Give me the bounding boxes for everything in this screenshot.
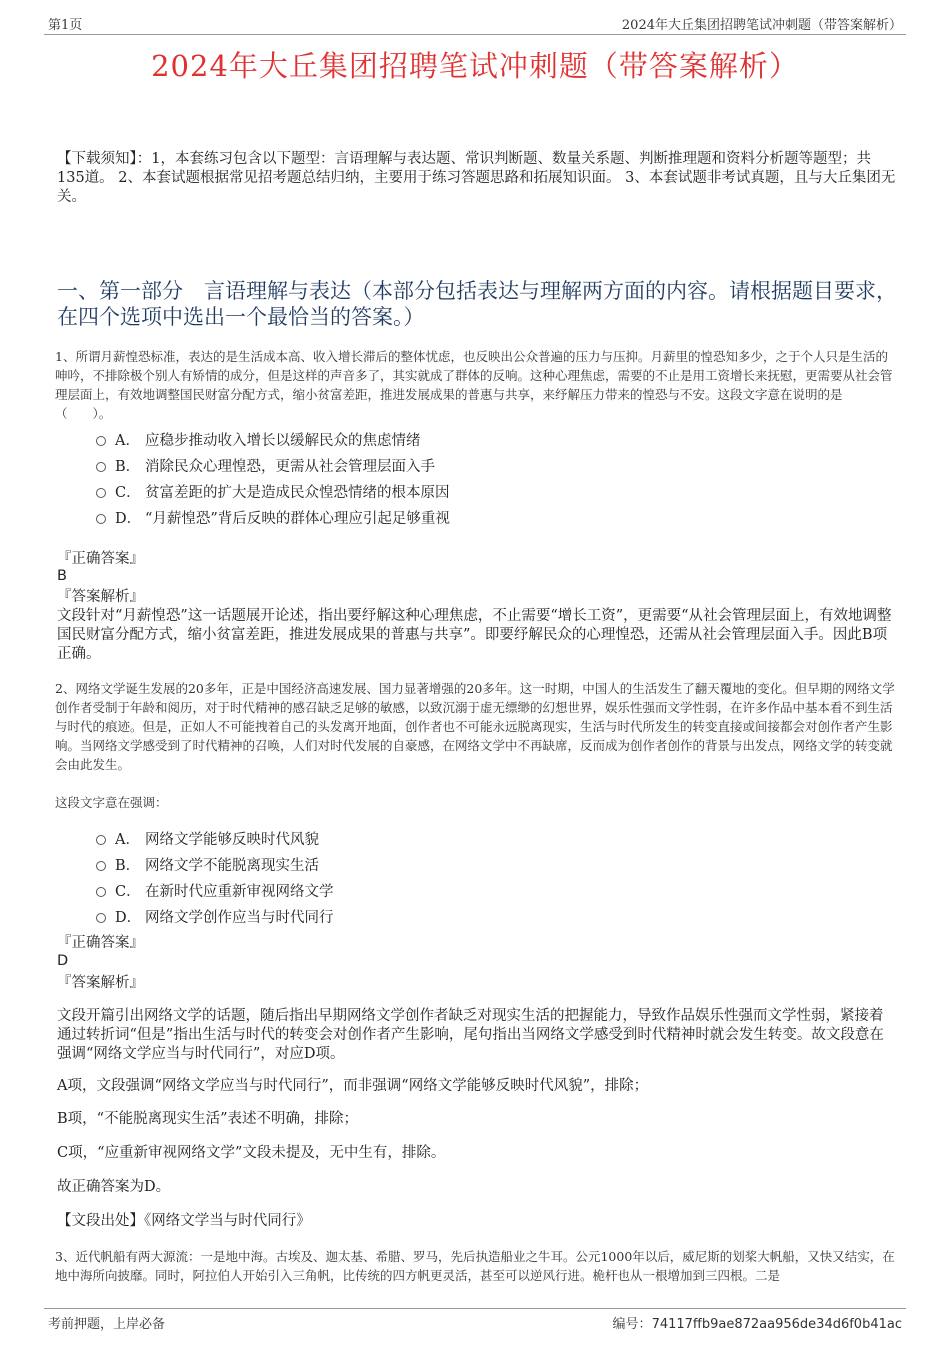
question-2-note-a: A项，文段强调“网络文学应当与时代同行”，而非强调“网络文学能够反映时代风貌”，排除； (57, 1078, 649, 1094)
radio-icon[interactable] (96, 514, 106, 524)
radio-icon[interactable] (96, 861, 106, 871)
question-2-option-a[interactable]: A． 网络文学能够反映时代风貌 (96, 825, 796, 851)
question-1-options (96, 426, 796, 530)
question-2-prompt: 这段文字意在强调： (55, 795, 168, 810)
question-2-source: 【文段出处】《网络文学当与时代同行》 (57, 1213, 311, 1229)
question-2-options (96, 825, 796, 929)
footer-code-value: 74117ffb9ae872aa956de34d6f0b41ac (651, 1317, 902, 1332)
question-1-answer: B (57, 568, 67, 584)
radio-icon[interactable] (96, 488, 106, 498)
download-notice: 【下载须知】：1，本套练习包含以下题型：言语理解与表达题、常识判断题、数量关系题、判断推理题和资料分析题等题型；共135道。 2、本套试题根据常见招考题总结归纳，主要用于练习答题思路和拓展知识面。 3、本套试题非考试真题，且与大丘集团无关。 (57, 151, 896, 205)
radio-icon[interactable] (96, 436, 106, 446)
question-2-option-b[interactable]: B． 网络文学不能脱离现实生活 (96, 851, 796, 877)
question-1-option-a[interactable]: A． 应稳步推动收入增长以缓解民众的焦虑情绪 (96, 426, 796, 452)
question-2-note-c: C项，“应重新审视网络文学”文段未提及，无中生有，排除。 (57, 1145, 446, 1161)
footer-divider (44, 1308, 906, 1309)
page-title: 2024年大丘集团招聘笔试冲刺题（带答案解析） (151, 49, 799, 83)
question-3-text: 3、近代帆船有两大源流：一是地中海。古埃及、迦太基、希腊、罗马，先后执造船业之牛耳。公元1000年以后，威尼斯的划桨大帆船，又快又结实，在地中海所向披靡。同时，阿拉伯人开始引入三角帆，比传统的四方帆更灵活，甚至可以逆风行进。桅杆也从一根增加到三四根。二是 (55, 1249, 895, 1283)
radio-icon[interactable] (96, 887, 106, 897)
radio-icon[interactable] (96, 835, 106, 845)
question-1-text: 1、所谓月薪惶恐标准，表达的是生活成本高、收入增长滞后的整体忧虑，也反映出公众普遍的压力与压抑。月薪里的惶恐知多少，之于个人只是生活的呻吟，不排除极个别人有矫情的成分，但是这样的声音多了，其实就成了群体的反响。这种心理焦虑，需要的不止是用工资增长来抚慰，更需要从社会管理层面上，有效地调整国民财富分配方式，缩小贫富差距，推进发展成果的普惠与共享，来纾解压力带来的惶恐与不安。这段文字意在说明的是（ ）。 (55, 349, 893, 421)
question-2-analysis: 文段开篇引出网络文学的话题，随后指出早期网络文学创作者缺乏对现实生活的把握能力，导致作品娱乐性强而文学性弱，紧接着通过转折词“但是”指出生活与时代的转变会对创作者产生影响，尾句指出当网络文学感受到时代精神时就会发生转变。故文段意在强调“网络文学应当与时代同行”，对应D项。 (57, 1008, 884, 1062)
question-2-answer-label: 『正确答案』 (57, 935, 144, 951)
question-2-analysis-label: 『答案解析』 (57, 975, 144, 991)
header-divider (44, 34, 906, 35)
question-1-answer-label: 『正确答案』 (57, 551, 144, 567)
question-1-option-b[interactable]: B． 消除民众心理惶恐，更需从社会管理层面入手 (96, 452, 796, 478)
question-2-text: 2、网络文学诞生发展的20多年，正是中国经济高速发展、国力显著增强的20多年。这一时期，中国人的生活发生了翻天覆地的变化。但早期的网络文学创作者受制于年龄和阅历，对于时代精神的感召缺乏足够的敏感，以致沉溺于虚无缥缈的幻想世界，娱乐性强而文学性弱，在许多作品中基本看不到生活与时代的痕迹。但是，正如人不可能拽着自己的头发离开地面，创作者也不可能永远脱离现实，生活与时代所发生的转变直接或间接都会对创作者产生影响。当网络文学感受到了时代精神的召唤，人们对时代发展的自豪感，在网络文学中不再缺席，反而成为创作者创作的背景与出发点，网络文学的转变就会由此发生。 (55, 681, 895, 772)
question-2-option-c[interactable]: C． 在新时代应重新审视网络文学 (96, 877, 796, 903)
footer-code-label: 编号： (612, 1317, 652, 1332)
question-2-answer: D (57, 953, 69, 969)
footer-slogan: 考前押题，上岸必备 (48, 1317, 166, 1332)
header-doc-title: 2024年大丘集团招聘笔试冲刺题（带答案解析） (621, 18, 902, 33)
question-2-conclusion: 故正确答案为D。 (57, 1179, 171, 1195)
question-1-analysis-label: 『答案解析』 (57, 589, 144, 605)
question-2-option-d[interactable]: D． 网络文学创作应当与时代同行 (96, 903, 796, 929)
radio-icon[interactable] (96, 462, 106, 472)
radio-icon[interactable] (96, 913, 106, 923)
section-heading: 一、第一部分 言语理解与表达（本部分包括表达与理解两方面的内容。请根据题目要求，在四个选项中选出一个最恰当的答案。） (57, 279, 897, 329)
question-1-option-d[interactable]: D． “月薪惶恐”背后反映的群体心理应引起足够重视 (96, 504, 796, 530)
question-1-option-c[interactable]: C． 贫富差距的扩大是造成民众惶恐情绪的根本原因 (96, 478, 796, 504)
page-number: 第1页 (48, 18, 83, 33)
question-1-analysis: 文段针对“月薪惶恐”这一话题展开论述，指出要纾解这种心理焦虑，不止需要“增长工资”，更需要“从社会管理层面上，有效地调整国民财富分配方式，缩小贫富差距，推进发展成果的普惠与共享”。即要纾解民众的心理惶恐，还需从社会管理层面入手。因此B项正确。 (57, 608, 892, 662)
question-2-note-b: B项，“不能脱离现实生活”表述不明确，排除； (57, 1111, 358, 1127)
footer-code (613, 1313, 902, 1332)
